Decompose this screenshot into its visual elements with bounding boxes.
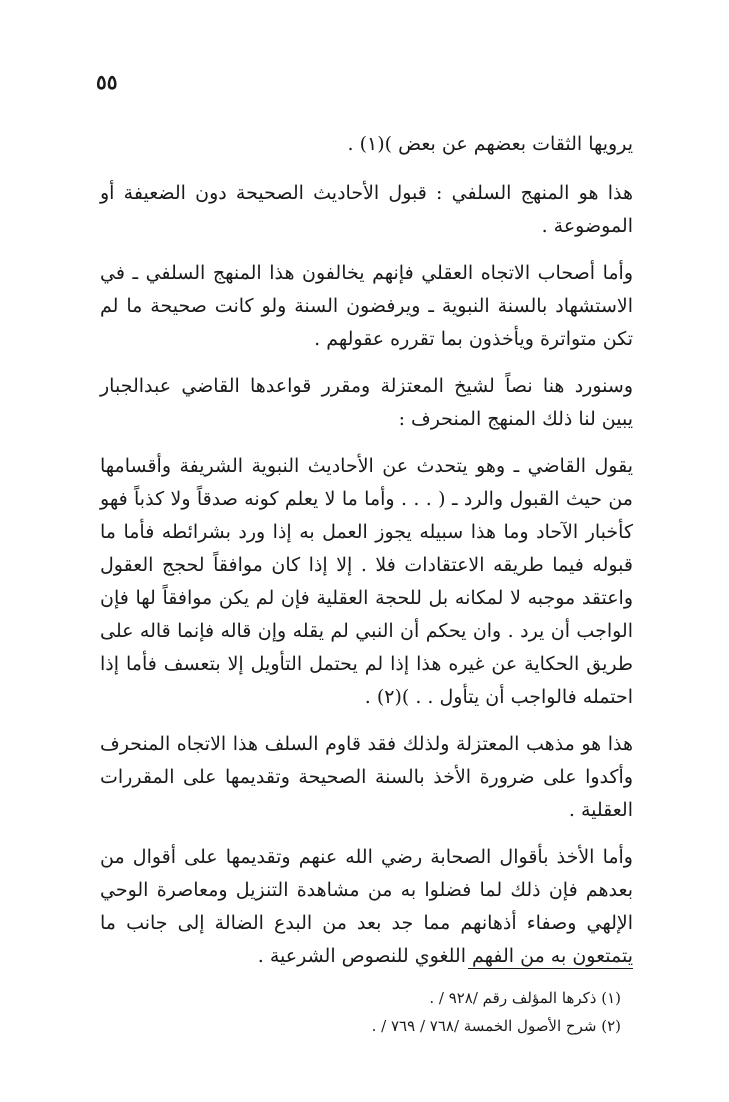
page-number: ٥٥ [96, 70, 118, 94]
paragraph-1: يرويها الثقات بعضهم عن بعض )(١) . [347, 133, 633, 155]
footnote-divider [468, 968, 633, 969]
paragraph-6: هذا هو مذهب المعتزلة ولذلك فقد قاوم السلف هذا الاتجاه المنحرف وأكدوا على ضرورة الأخذ بالسنة الصحيحة وتقديمها على المقررات العقلية . [100, 733, 633, 821]
footnotes [100, 984, 621, 1040]
paragraph-4: وسنورد هنا نصاً لشيخ المعتزلة ومقرر قواعدها القاضي عبدالجبار يبين لنا ذلك المنهج المنحرف : [100, 375, 633, 430]
footnote-1: (١) ذكرها المؤلف رقم /٩٢٨ / . [429, 989, 621, 1007]
paragraph-2: هذا هو المنهج السلفي : قبول الأحاديث الصحيحة دون الضعيفة أو الموضوعة . [100, 182, 633, 237]
paragraph-3: وأما أصحاب الاتجاه العقلي فإنهم يخالفون هذا المنهج السلفي ـ في الاستشهاد بالسنة النبوية ـ ويرفضون السنة ولو كانت صحيحة ما لم تكن متواترة ويأخذون بما تقرره عقولهم . [100, 262, 633, 350]
footnote-2: (٢) شرح الأصول الخمسة /٧٦٨ / ٧٦٩ / . [371, 1017, 621, 1035]
paragraph-7: وأما الأخذ بأقوال الصحابة رضي الله عنهم وتقديمها على أقوال من بعدهم فإن ذلك لما فضلوا به من مشاهدة التنزيل ومعاصرة الوحي الإلهي وصفاء أذهانهم مما جد بعد من البدع الضالة إلى جانب ما يتمتعون به من الفهم اللغوي للنصوص الشرعية . [100, 846, 633, 967]
paragraph-5-quote: يقول القاضي ـ وهو يتحدث عن الأحاديث النبوية الشريفة وأقسامها من حيث القبول والرد ـ ( . . . وأما ما لا يعلم كونه صدقاً ولا كذباً فهو كأخبار الآحاد وما هذا سبيله يجوز العمل به إذا ورد بشرائطه فأما ما قبوله فيما طريقه الاعتقادات فلا . إلا إذا كان موافقاً لحجج العقول واعتقد موجبه لا لمكانه بل للحجة العقلية فإن لم يكن موافقاً لها فإن الواجب أن يرد . وان يحكم أن النبي لم يقله وإن قاله فإنما قاله على طريق الحكاية عن غيره هذا إذا لم يحتمل التأويل إلا بتعسف فأما إذا احتمله فالواجب أن يتأول . . )(٢) . [100, 455, 633, 708]
body-text [100, 128, 633, 987]
